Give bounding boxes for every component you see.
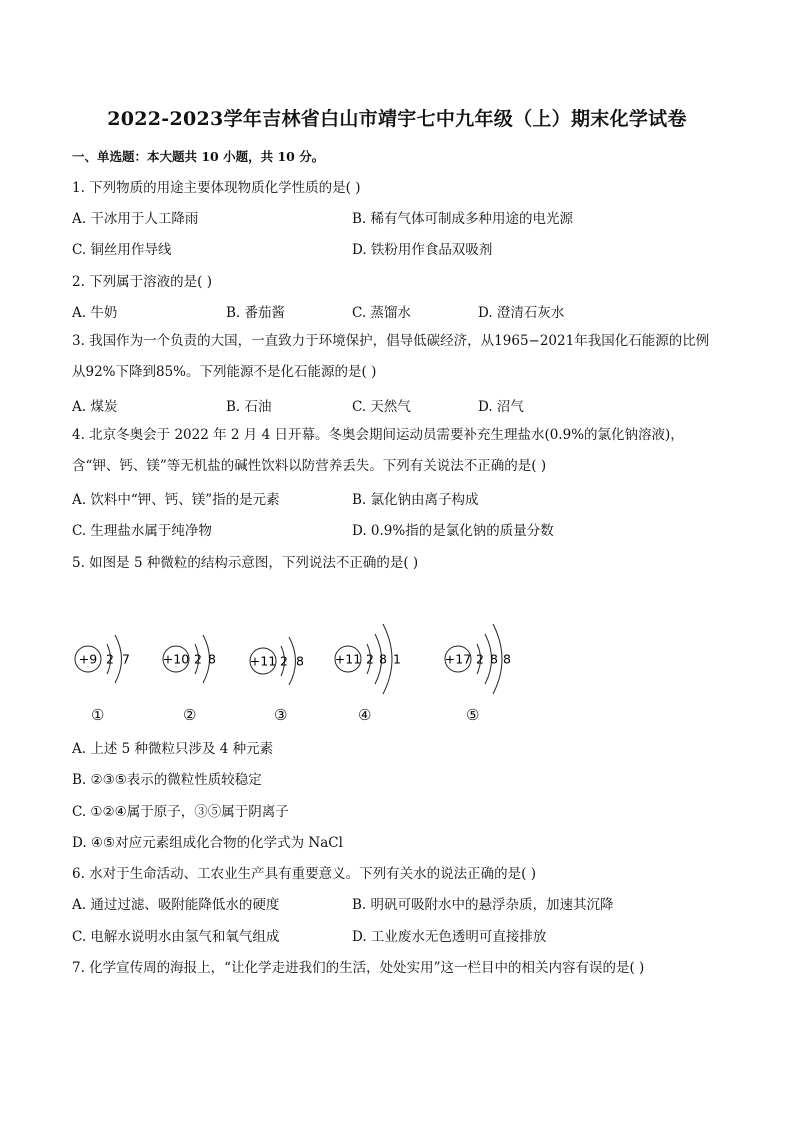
exam-title: 2022-2023学年吉林省白山市靖宇七中九年级（上）期末化学试卷 [107, 108, 687, 130]
q4-option-c: C. 生理盐水属于纯净物 [72, 523, 212, 539]
question-7-stem: 7. 化学宣传周的海报上，“让化学走进我们的生活，处处实用”这一栏目中的相关内容有误的是( ) [72, 960, 645, 976]
shell-electrons: 7 [122, 651, 130, 667]
q3-option-d: D. 沼气 [478, 399, 524, 415]
shell-electrons: 2 [106, 651, 114, 667]
q1-option-b: B. 稀有气体可制成多种用途的电光源 [352, 211, 574, 227]
section-heading: 一、单选题：本大题共 10 小题，共 10 分。 [72, 149, 325, 164]
q2-option-c: C. 蒸馏水 [352, 305, 411, 321]
shell-electrons: 2 [476, 651, 484, 667]
shell-electrons: 8 [296, 653, 304, 669]
atom-label-2: ② [183, 706, 197, 724]
atom-diagram-4 [335, 624, 401, 694]
atom-diagram-3 [250, 637, 304, 685]
q2-option-a: A. 牛奶 [72, 305, 118, 321]
atom-diagram-2 [163, 635, 216, 683]
shell-electrons: 8 [503, 651, 511, 667]
nucleus-charge: +11 [249, 653, 277, 669]
question-5-stem: 5. 如图是 5 种微粒的结构示意图，下列说法不正确的是( ) [72, 555, 419, 571]
shell-electrons: 2 [194, 651, 202, 667]
q6-option-a: A. 通过过滤、吸附能降低水的硬度 [72, 897, 280, 913]
nucleus-charge: +10 [162, 651, 190, 667]
electron-shell-arc [115, 635, 122, 683]
q1-option-a: A. 干冰用于人工降雨 [72, 211, 199, 227]
atomic-structure-diagram [60, 598, 560, 728]
q2-option-b: B. 番茄酱 [226, 305, 286, 321]
atom-diagram-5 [445, 624, 511, 694]
q3-option-b: B. 石油 [226, 399, 272, 415]
shell-electrons: 8 [208, 651, 216, 667]
q6-option-b: B. 明矾可吸附水中的悬浮杂质，加速其沉降 [352, 897, 614, 913]
question-2-stem: 2. 下列属于溶液的是( ) [72, 274, 212, 290]
q4-option-b: B. 氯化钠由离子构成 [352, 492, 479, 508]
nucleus-charge: +11 [334, 651, 362, 667]
q5-option-d: D. ④⑤对应元素组成化合物的化学式为 NaCl [72, 835, 343, 851]
atom-label-1: ① [91, 706, 105, 724]
electron-shell-arc [289, 637, 296, 685]
shell-electrons: 2 [366, 651, 374, 667]
q1-option-d: D. 铁粉用作食品双吸剂 [352, 242, 493, 258]
atom-label-3: ③ [274, 706, 288, 724]
shell-electrons: 8 [490, 651, 498, 667]
question-4-stem: 4. 北京冬奥会于 2022 年 2 月 4 日开幕。冬奥会期间运动员需要补充生理盐水(0.9%的氯化钠溶液)，含“钾、钙、镁”等无机盐的碱性饮料以防营养丢失。下列有关说法不正确的是( ) [72, 427, 684, 474]
q4-option-a: A. 饮料中“钾、钙、镁”指的是元素 [72, 492, 280, 508]
q6-option-c: C. 电解水说明水由氢气和氧气组成 [72, 929, 280, 945]
q3-option-a: A. 煤炭 [72, 399, 118, 415]
q2-option-d: D. 澄清石灰水 [478, 305, 565, 321]
q4-option-d: D. 0.9%指的是氯化钠的质量分数 [352, 523, 554, 539]
q6-option-d: D. 工业废水无色透明可直接排放 [352, 929, 547, 945]
atom-label-5: ⑤ [466, 706, 480, 724]
question-6-stem: 6. 水对于生命活动、工农业生产具有重要意义。下列有关水的说法正确的是( ) [72, 866, 536, 882]
q5-option-b: B. ②③⑤表示的微粒性质较稳定 [72, 772, 262, 788]
shell-electrons: 1 [393, 651, 401, 667]
question-3-stem: 3. 我国作为一个负责的大国，一直致力于环境保护，倡导低碳经济，从1965−2021年我国化石能源的比例从92%下降到85%。下列能源不是化石能源的是( ) [72, 333, 710, 380]
q3-option-c: C. 天然气 [352, 399, 411, 415]
nucleus-charge: +9 [78, 651, 98, 667]
shell-electrons: 2 [280, 653, 288, 669]
shell-electrons: 8 [379, 651, 387, 667]
atom-label-4: ④ [358, 706, 372, 724]
nucleus-charge: +17 [444, 651, 472, 667]
atom-diagram-1 [75, 635, 130, 683]
q1-option-c: C. 铜丝用作导线 [72, 242, 172, 258]
q5-option-c: C. ①②④属于原子，③⑤属于阴离子 [72, 804, 289, 820]
question-1-stem: 1. 下列物质的用途主要体现物质化学性质的是( ) [72, 180, 361, 196]
q5-option-a: A. 上述 5 种微粒只涉及 4 种元素 [72, 741, 274, 757]
